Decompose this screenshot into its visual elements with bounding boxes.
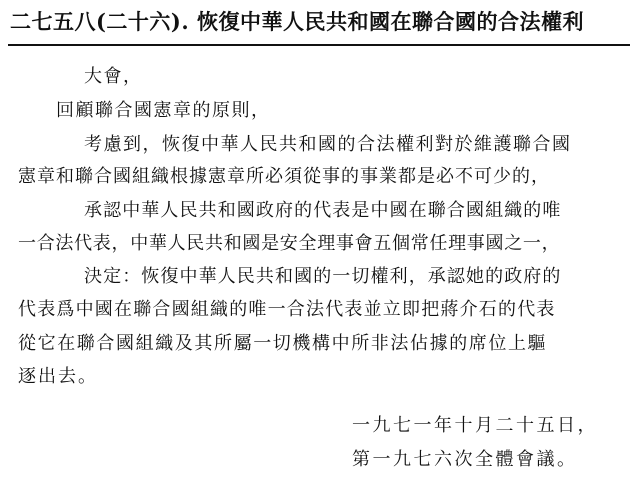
resolution-date: 一九七一年十月二十五日， [352,415,598,436]
body-line-considering: 考慮到，恢復中華人民共和國的合法權利對於維護聯合國 [84,134,572,155]
resolution-title: 二七五八(二十六). 恢復中華人民共和國在聯合國的合法權利 [10,9,584,34]
body-line-decides-cont-2: 從它在聯合國組織及其所屬一切機構中所非法佔據的席位上驅 [18,333,548,354]
body-line-recalling: 回顧聯合國憲章的原則， [56,100,271,121]
body-line-assembly: 大會， [84,66,143,87]
body-line-recognizing-cont: 一合法代表，中華人民共和國是安全理事會五個常任理事國之一， [18,233,561,254]
plenary-meeting: 第一九七六次全體會議。 [352,449,578,470]
body-line-decides: 決定：恢復中華人民共和國的一切權利，承認她的政府的 [84,266,562,287]
body-line-decides-cont-1: 代表爲中國在聯合國組織的唯一合法代表並立即把蔣介石的代表 [18,299,556,320]
body-line-recognizing: 承認中華人民共和國政府的代表是中國在聯合國組織的唯 [84,200,562,221]
body-line-considering-cont: 憲章和聯合國組織根據憲章所必須從事的事業都是必不可少的， [18,166,550,187]
body-line-decides-cont-3: 逐出去。 [18,366,98,387]
title-underline [8,44,630,46]
